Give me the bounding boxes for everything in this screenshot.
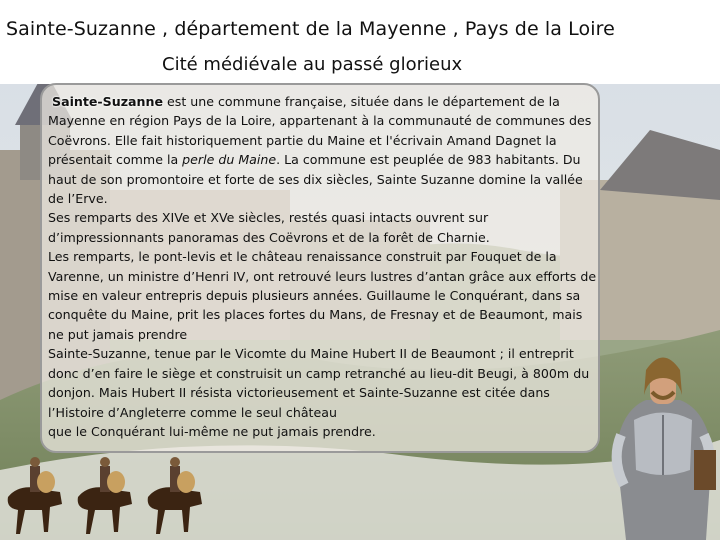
paragraph-intro-text: est une commune française, située dans le département de la Mayenne en région Pays de la Loire, appartenant à la communauté de communes des Coëvrons. Elle fait historiquement partie du Maine et l'écrivain Amand Dagnet la présentait comme la <box>48 94 592 168</box>
knight-armor-image <box>606 300 720 540</box>
paragraph-chateau: Les remparts, le pont-levis et le château renaissance construit par Fouquet de la Varenne, un ministre d’Henri IV, ont retrouvé leurs lustres d’antan grâce aux efforts de mise en valeur entrepris depuis plusieurs années. Guillaume le Conquérant, dans sa conquête du Maine, prit les places fortes du Mans, de Fresnay et de Beaumont, mais ne put jamais prendre <box>48 249 597 342</box>
paragraph-siege: Sainte-Suzanne, tenue par le Vicomte du Maine Hubert II de Beaumont ; il entreprit donc d’en faire le siège et construisit un camp retranché au lieu-dit Beugi, à 800m du donjon. Mais Hubert II résista victorieusement et Sainte-Suzanne est citée dans l’Histoire d’Angleterre comme le seul château <box>48 346 590 420</box>
paragraph-intro-end: . La commune est peuplée de 983 habitants. Du haut de son promontoire et forte de ses dix siècles, Sainte Suzanne domine la vallée de l’Erve. <box>48 152 583 207</box>
slide-title: Sainte-Suzanne , département de la Mayenne , Pays de la Loire <box>6 18 615 40</box>
paragraph-remparts: Ses remparts des XIVe et XVe siècles, restés quasi intacts ouvrent sur d’impressionnants panoramas des Coëvrons et de la forêt de Charnie. <box>48 210 490 245</box>
lead-name: Sainte-Suzanne <box>52 94 163 109</box>
slide-subtitle: Cité médiévale au passé glorieux <box>162 54 463 75</box>
perle-du-maine: perle du Maine <box>182 152 277 168</box>
paragraph-intro <box>48 92 598 208</box>
rider-3 <box>148 457 202 534</box>
rider-1 <box>8 457 62 534</box>
body-text <box>48 92 598 441</box>
mounted-knights-image <box>0 452 230 540</box>
rider-2 <box>78 457 132 534</box>
paragraph-conquerant: que le Conquérant lui-même ne put jamais prendre. <box>48 423 376 439</box>
